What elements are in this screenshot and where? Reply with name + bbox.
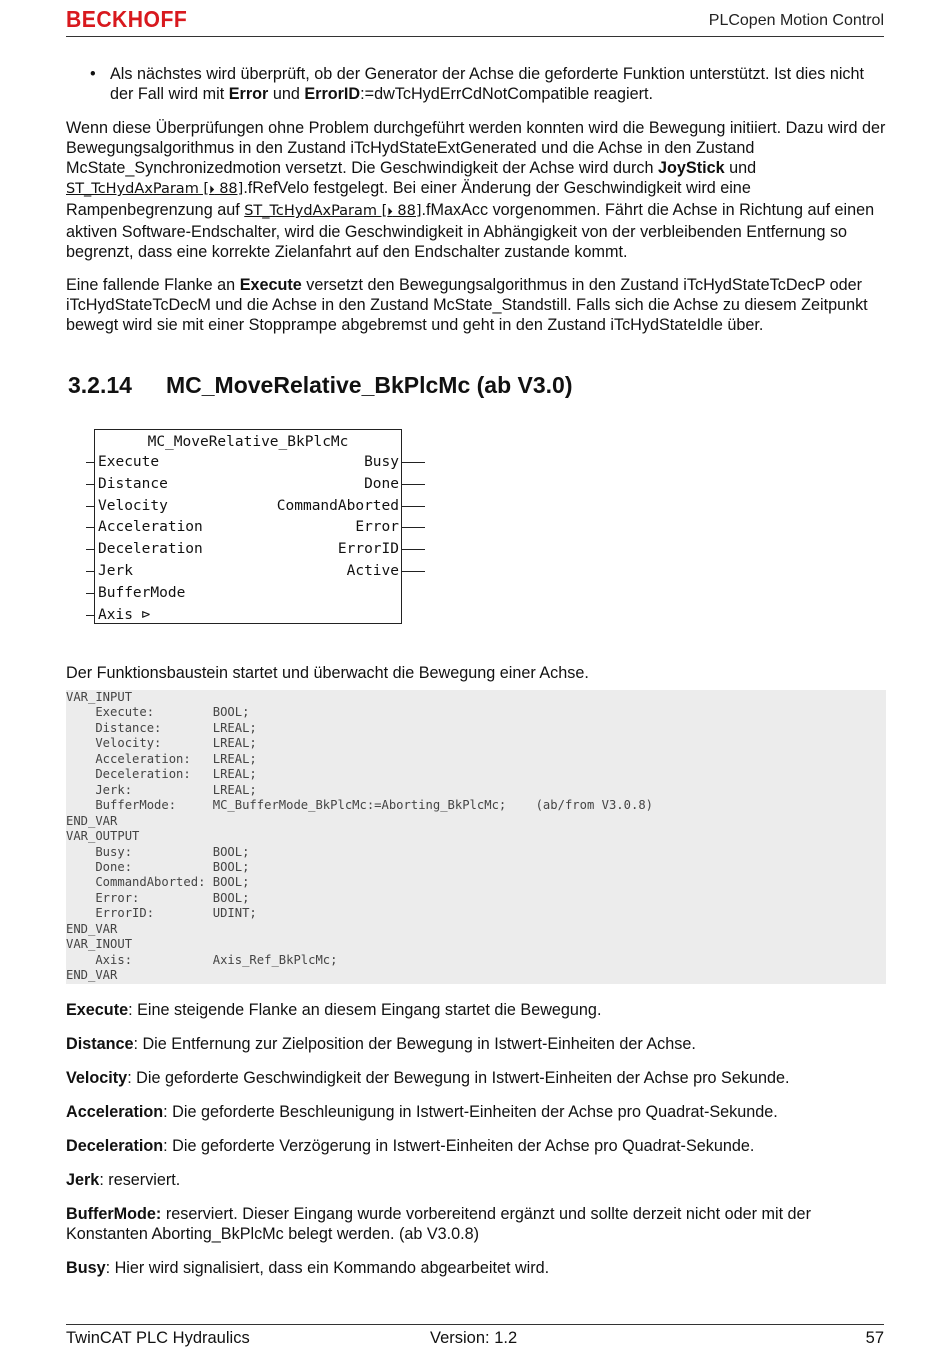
header-title: PLCopen Motion Control: [708, 12, 884, 29]
parameter-name: BufferMode:: [66, 1205, 162, 1223]
parameter-text: : reserviert.: [99, 1171, 181, 1189]
fb-input-label: Velocity: [98, 497, 168, 514]
fb-output-label: CommandAborted: [276, 497, 399, 514]
paragraph: Eine fallende Flanke an Execute versetzt den Bewegungsalgorithmus in den Zustand iTcHydStateTcDecP oder iTcHydStateTcDecM und die Achse in den Zustand McState_Standstill. Falls sich die Achse zu diesem Zeitpunkt bewegt wird sie mit einer Stopprampe abgebremst und geht in den Zustand iTcHydStateIdle über.: [66, 276, 868, 334]
parameter-text: : Eine steigende Flanke an diesem Eingang startet die Bewegung.: [128, 1001, 602, 1019]
parameter-text: : Die geforderte Beschleunigung in Istwert-Einheiten der Achse pro Quadrat-Sekunde.: [163, 1103, 778, 1121]
section-number: 3.2.14: [68, 372, 132, 398]
fb-input-label: Acceleration: [98, 519, 203, 536]
footer-version: Version: 1.2: [430, 1329, 518, 1347]
parameter-name: Busy: [66, 1259, 106, 1277]
parameter-description: [66, 1258, 886, 1278]
fb-input-pin: [86, 593, 95, 594]
cross-reference-link[interactable]: ST_TcHydAxParam [⏵ 88]: [244, 203, 422, 219]
parameter-name: Execute: [66, 1001, 129, 1019]
beckhoff-logo: BECKHOFF: [66, 6, 188, 32]
summary-text: Der Funktionsbaustein startet und überwacht die Bewegung einer Achse.: [66, 664, 589, 682]
fb-output-label: Error: [355, 519, 399, 536]
arrow-icon: ⏵: [387, 205, 393, 218]
footer-divider: [66, 1324, 884, 1325]
fb-input-pin: [86, 484, 95, 485]
fb-input-label: Deceleration: [98, 541, 203, 558]
parameter-description: [66, 1170, 886, 1190]
fb-input-label: Distance: [98, 475, 168, 492]
parameter-description: [66, 1136, 886, 1156]
fb-output-label: ErrorID: [337, 541, 399, 558]
fb-input-label: Axis ⊳: [98, 606, 151, 623]
arrow-icon: ⏵: [209, 183, 215, 196]
parameter-name: Jerk: [66, 1171, 100, 1189]
footer-product: TwinCAT PLC Hydraulics: [66, 1329, 250, 1347]
fb-output-pin: [402, 571, 425, 572]
fb-output-pin: [402, 549, 425, 550]
fb-output-label: Active: [346, 563, 399, 579]
parameter-descriptions: [66, 1000, 886, 1278]
parameter-text: : Die geforderte Geschwindigkeit der Bewegung in Istwert-Einheiten der Achse pro Sekunde.: [127, 1069, 790, 1087]
fb-input-label: Execute: [98, 454, 160, 470]
page-number: 57: [865, 1329, 884, 1347]
cross-reference-link[interactable]: ST_TcHydAxParam [⏵ 88]: [66, 181, 244, 197]
fb-input-pin: [86, 506, 95, 507]
header-divider: [66, 36, 884, 37]
fb-output-label: Busy: [364, 454, 399, 470]
bullet-icon: •: [90, 65, 96, 83]
fb-output-pin: [402, 462, 425, 463]
fb-input-label: Jerk: [98, 563, 133, 579]
parameter-description: [66, 1034, 886, 1054]
parameter-description: [66, 1000, 886, 1020]
function-block: [94, 429, 402, 624]
fb-input-pin: [86, 571, 95, 572]
function-block-diagram: [66, 429, 886, 671]
fb-input-pin: [86, 549, 95, 550]
parameter-description: [66, 1204, 886, 1244]
fb-input-pin: [86, 462, 95, 463]
fb-input-label: BufferMode: [98, 584, 186, 601]
list-item: [90, 64, 886, 104]
fb-output-pin: [402, 527, 425, 528]
parameter-text: : Die geforderte Verzögerung in Istwert-Einheiten der Achse pro Quadrat-Sekunde.: [163, 1137, 755, 1155]
code-block: VAR_INPUT Execute: BOOL; Distance: LREAL; Velocity: LREAL; Acceleration: LREAL; Deceleration: LREAL; Jerk: LREAL; BufferMode: MC_BufferMode_BkPlcMc:=Aborting_BkPlcMc; (ab/from V3.0.8) END_VAR VAR_OUTPUT Busy: BOOL; Done: BOOL; CommandAborted: BOOL; Error: BOOL; ErrorID: UDINT; END_VAR VAR_INOUT Axis: Axis_Ref_BkPlcMc; END_VAR: [66, 690, 886, 984]
section-heading: [68, 372, 886, 405]
fb-output-label: Done: [364, 475, 399, 492]
bullet-text: Als nächstes wird überprüft, ob der Generator der Achse die geforderte Funktion unterstützt. Ist dies nicht der Fall wird mit Error und ErrorID:=dwTcHydErrCdNotCompatible reagiert.: [110, 65, 865, 103]
fb-output-pin: [402, 484, 425, 485]
parameter-text: reserviert. Dieser Eingang wurde vorbereitend ergänzt und sollte derzeit nicht oder mit der Konstanten Aborting_BkPlcMc belegt werden. (ab V3.0.8): [66, 1205, 811, 1243]
fb-output-pin: [402, 506, 425, 507]
section-title: MC_MoveRelative_BkPlcMc (ab V3.0): [166, 372, 573, 398]
parameter-description: [66, 1068, 886, 1088]
fb-input-pin: [86, 615, 95, 616]
paragraph: Wenn diese Überprüfungen ohne Problem durchgeführt werden konnten wird die Bewegung initiiert. Dazu wird der Bewegungsalgorithmus in den Zustand iTcHydStateExtGenerated und die Achse in den Zustand McState_Synchronizedmotion versetzt. Die Geschwindigkeit der Achse wird durch JoyStick und ST_TcHydAxParam [⏵ 88].fRefVelo festgelegt. Bei einer Änderung der Geschwindigkeit wird eine Rampenbegrenzung auf ST_TcHydAxParam [⏵ 88].fMaxAcc vorgenommen. Fährt die Achse in Richtung auf einen aktiven Software-Endschalter, wird die Geschwindigkeit in Abhängigkeit von der verbleibenden Entfernung so begrenzt, dass eine korrekte Zielanfahrt auf den Endschalter zustande kommt.: [66, 119, 886, 261]
parameter-text: : Die Entfernung zur Zielposition der Bewegung in Istwert-Einheiten der Achse.: [133, 1035, 696, 1053]
parameter-name: Acceleration: [66, 1103, 164, 1121]
parameter-description: [66, 1102, 886, 1122]
function-block-name: MC_MoveRelative_BkPlcMc: [147, 434, 349, 450]
page-content: [66, 64, 886, 1292]
fb-input-pin: [86, 527, 95, 528]
parameter-name: Distance: [66, 1035, 134, 1053]
parameter-name: Velocity: [66, 1069, 128, 1087]
parameter-name: Deceleration: [66, 1137, 164, 1155]
parameter-text: : Hier wird signalisiert, dass ein Kommando abgearbeitet wird.: [105, 1259, 550, 1277]
